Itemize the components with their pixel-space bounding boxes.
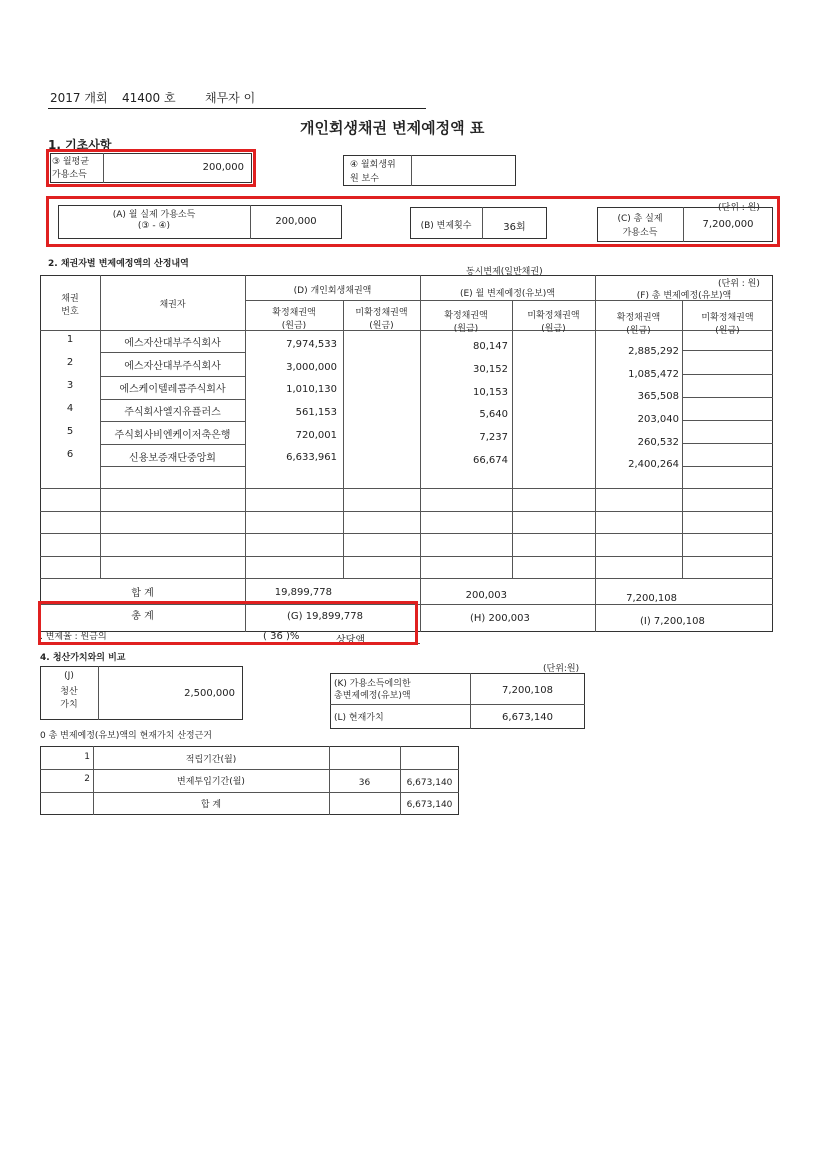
monthly-income-label-2: 가용소득 bbox=[52, 170, 87, 180]
pv-total-label: 합 계 bbox=[200, 800, 222, 810]
b-label: (B) 변제횟수 bbox=[420, 221, 472, 231]
section2-heading: 2. 채권자별 변제예정액의 산정내역 bbox=[48, 259, 189, 269]
col-e: (E) 월 변제예정(유보)액 bbox=[459, 289, 555, 299]
row4-e: 5,640 bbox=[479, 409, 508, 420]
row5-f: 260,532 bbox=[637, 437, 679, 448]
row6-e: 66,674 bbox=[473, 455, 508, 466]
highlight-total-and-rate bbox=[38, 601, 418, 645]
row3-e: 10,153 bbox=[473, 387, 508, 398]
row4-name: 주식회사엘지유플러스 bbox=[124, 407, 221, 418]
sum-d: 19,899,778 bbox=[274, 587, 332, 598]
sum-label: 합 계 bbox=[131, 588, 154, 599]
total-i: (I) 7,200,108 bbox=[640, 616, 705, 627]
l-label: (L) 현재가치 bbox=[334, 713, 384, 723]
c-label-1: (C) 총 실제 bbox=[617, 214, 663, 224]
sub-d-confirmed-2: (원금) bbox=[281, 321, 307, 331]
monthly-income-value: 200,000 bbox=[202, 162, 244, 173]
row2-no: 2 bbox=[66, 357, 74, 368]
col-creditor: 채권자 bbox=[159, 300, 186, 310]
row4-d: 561,153 bbox=[295, 407, 337, 418]
unit-label-2: (단위 : 원) bbox=[718, 279, 760, 289]
row3-f: 365,508 bbox=[637, 391, 679, 402]
case-year: 2017 개회 bbox=[50, 91, 108, 105]
highlight-monthly-income bbox=[46, 149, 256, 187]
sub-f-unconfirmed-1: 미확정채권액 bbox=[701, 313, 754, 323]
k-value: 7,200,108 bbox=[502, 685, 553, 696]
j-value: 2,500,000 bbox=[184, 688, 235, 699]
b-value: 36회 bbox=[503, 222, 526, 233]
sub-e-unconfirmed-2: (원금) bbox=[541, 324, 566, 334]
highlight-available-income-row bbox=[46, 196, 780, 247]
sub-f-unconfirmed-2: (원금) bbox=[715, 326, 740, 336]
row1-d: 7,974,533 bbox=[286, 339, 337, 350]
k-label-1: (K) 가용소득에의한 bbox=[334, 679, 411, 689]
pv-row1-no: 1 bbox=[84, 752, 90, 762]
sub-d-confirmed-1: 확정채권액 bbox=[272, 308, 316, 318]
sub-e-confirmed-1: 확정채권액 bbox=[444, 311, 488, 321]
section2-note: 동시변제(일반채권) bbox=[466, 267, 543, 277]
col-no-2: 번호 bbox=[61, 307, 79, 317]
row3-name: 에스케이텔레콤주식회사 bbox=[119, 384, 226, 395]
a-label-2: (③ - ④) bbox=[137, 221, 171, 231]
j-label-1: (J) bbox=[64, 671, 74, 681]
pv-row1-label: 적립기간(월) bbox=[185, 755, 237, 765]
row5-e: 7,237 bbox=[479, 432, 508, 443]
row5-no: 5 bbox=[66, 426, 74, 437]
sum-f: 7,200,108 bbox=[626, 593, 677, 604]
page-title: 개인회생채권 변제예정액 표 bbox=[300, 119, 485, 137]
section5-heading: 0 총 변제예정(유보)액의 현재가치 산정근거 bbox=[40, 731, 212, 741]
row6-no: 6 bbox=[66, 449, 74, 460]
total-label: 총 계 bbox=[131, 611, 154, 622]
row2-d: 3,000,000 bbox=[286, 362, 337, 373]
row1-e: 80,147 bbox=[473, 341, 508, 352]
trustee-fee-label-1: ④ 월회생위 bbox=[350, 160, 396, 170]
monthly-income-label-1: ③ 월평균 bbox=[52, 157, 90, 167]
col-d: (D) 개인회생채권액 bbox=[293, 286, 372, 296]
k-label-2: 총변제예정(유보)액 bbox=[334, 691, 411, 701]
repayment-rate: ( 36 )% bbox=[263, 631, 300, 642]
total-h: (H) 200,003 bbox=[470, 613, 530, 624]
row1-no: 1 bbox=[66, 334, 74, 345]
sub-f-confirmed-1: 확정채권액 bbox=[616, 313, 661, 323]
j-label-3: 가치 bbox=[60, 700, 78, 710]
row5-d: 720,001 bbox=[295, 430, 337, 441]
header-underline bbox=[48, 108, 426, 109]
row2-e: 30,152 bbox=[473, 364, 508, 375]
row1-f: 2,885,292 bbox=[628, 346, 679, 357]
debtor-name: 채무자 이 bbox=[205, 91, 256, 105]
section3-heading: . 변제율 : 원금의 bbox=[40, 632, 107, 642]
row5-name: 주식회사비엔케이저축은행 bbox=[114, 430, 231, 441]
col-no-1: 채권 bbox=[61, 294, 79, 304]
sub-e-unconfirmed-1: 미확정채권액 bbox=[527, 311, 580, 321]
row6-name: 신용보증재단중앙회 bbox=[129, 453, 216, 464]
l-value: 6,673,140 bbox=[502, 712, 553, 723]
row6-f: 2,400,264 bbox=[628, 459, 679, 470]
sum-e: 200,003 bbox=[465, 590, 507, 601]
row1-name: 에스자산대부주식회사 bbox=[124, 338, 221, 349]
row3-no: 3 bbox=[66, 380, 74, 391]
row4-f: 203,040 bbox=[637, 414, 679, 425]
pv-total-value: 6,673,140 bbox=[406, 800, 453, 810]
c-value: 7,200,000 bbox=[702, 219, 754, 230]
col-f: (F) 총 변제예정(유보)액 bbox=[636, 291, 732, 301]
repayment-rate-suffix: 상당액 bbox=[336, 635, 365, 646]
sub-f-confirmed-2: (원금) bbox=[626, 326, 651, 336]
sub-d-unconfirmed-1: 미확정채권액 bbox=[355, 308, 408, 318]
row4-no: 4 bbox=[66, 403, 74, 414]
total-g: (G) 19,899,778 bbox=[287, 611, 363, 622]
pv-row2-value: 6,673,140 bbox=[406, 778, 453, 788]
c-label-2: 가용소득 bbox=[622, 228, 658, 238]
pv-row2-label: 변제투입기간(월) bbox=[177, 777, 245, 787]
pv-row2-no: 2 bbox=[84, 774, 90, 784]
row3-d: 1,010,130 bbox=[286, 384, 337, 395]
a-label-1: (A) 월 실제 가용소득 bbox=[112, 210, 196, 220]
section1-heading: 1. 기초사항 bbox=[48, 138, 112, 152]
a-value: 200,000 bbox=[275, 216, 317, 227]
unit-label-4: (단위:원) bbox=[543, 664, 580, 674]
sub-e-confirmed-2: (원금) bbox=[453, 324, 479, 334]
row6-d: 6,633,961 bbox=[286, 452, 337, 463]
sub-d-unconfirmed-2: (원금) bbox=[369, 321, 394, 331]
j-label-2: 청산 bbox=[60, 687, 78, 697]
row2-name: 에스자산대부주식회사 bbox=[124, 361, 221, 372]
section4-heading: 4. 청산가치와의 비교 bbox=[40, 653, 126, 663]
pv-row2-months: 36 bbox=[358, 778, 371, 788]
trustee-fee-label-2: 원 보수 bbox=[350, 174, 379, 184]
unit-label-1: (단위 : 원) bbox=[718, 203, 760, 213]
case-number: 41400 호 bbox=[122, 91, 176, 105]
row2-f: 1,085,472 bbox=[628, 369, 679, 380]
